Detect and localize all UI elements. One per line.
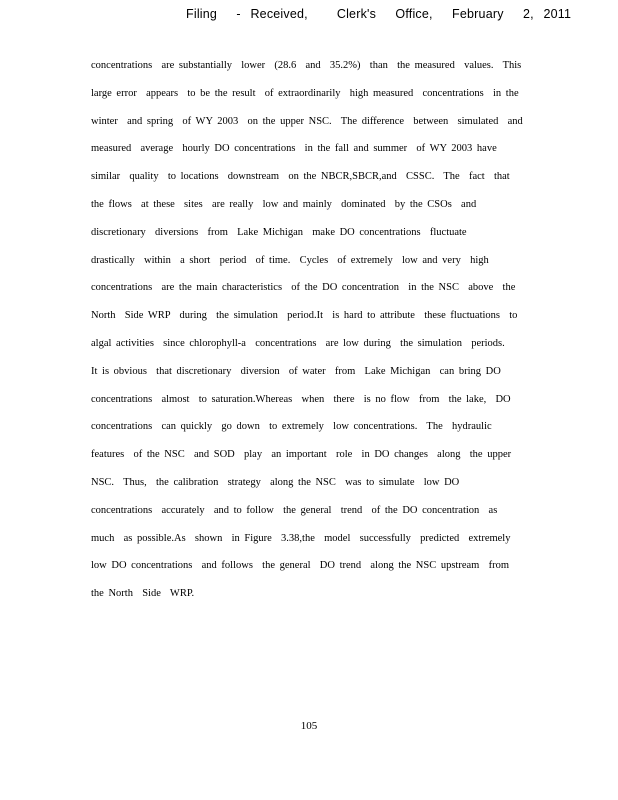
- paragraph-line: concentrations can quickly go down to extremely low concentrations. The hydraulic: [91, 421, 492, 433]
- paragraph-line: measured average hourly DO concentrations in the fall and summer of WY 2003 have: [91, 143, 497, 155]
- paragraph-line: discretionary diversions from Lake Michigan make DO concentrations fluctuate: [91, 226, 467, 238]
- paragraph-line: features of the NSC and SOD play an important role in DO changes along the upper: [91, 449, 512, 461]
- paragraph-line: concentrations accurately and to follow the general trend of the DO concentration as: [91, 504, 498, 516]
- paragraph-line: It is obvious that discretionary diversion of water from Lake Michigan can bring DO: [91, 365, 501, 377]
- paragraph-line: concentrations are the main characteristics of the DO concentration in the NSC above the: [91, 282, 516, 294]
- paragraph-line: drastically within a short period of time. Cycles of extremely low and very high: [91, 254, 489, 266]
- paragraph-line: concentrations almost to saturation.Whereas when there is no flow from the lake, DO: [91, 393, 511, 405]
- paragraph-line: the North Side WRP.: [91, 588, 195, 600]
- paragraph-line: low DO concentrations and follows the general DO trend along the NSC upstream from: [91, 560, 509, 572]
- paragraph-line: the flows at these sites are really low and mainly dominated by the CSOs and: [91, 198, 477, 210]
- filing-header: Filing - Received, Clerk's Office, February 2, 2011: [186, 7, 572, 21]
- paragraph-line: algal activities since chlorophyll-a concentrations are low during the simulation periods.: [91, 337, 505, 349]
- paragraph-line: North Side WRP during the simulation period.It is hard to attribute these fluctuations to: [91, 310, 518, 322]
- paragraph-line: concentrations are substantially lower (28.6 and 35.2%) than the measured values. This: [91, 60, 522, 71]
- paragraph-line: winter and spring of WY 2003 on the upper NSC. The difference between simulated and: [91, 115, 523, 127]
- paragraph-line: similar quality to locations downstream on the NBCR,SBCR,and CSSC. The fact that: [91, 171, 510, 183]
- paragraph-line: much as possible.As shown in Figure 3.38,the model successfully predicted extremely: [91, 532, 511, 544]
- paragraph-line: NSC. Thus, the calibration strategy along the NSC was to simulate low DO: [91, 476, 460, 488]
- paragraph-line: large error appears to be the result of extraordinarily high measured concentrations in the: [91, 87, 519, 99]
- body-paragraph: [91, 57, 531, 613]
- page-number: 105: [300, 720, 318, 732]
